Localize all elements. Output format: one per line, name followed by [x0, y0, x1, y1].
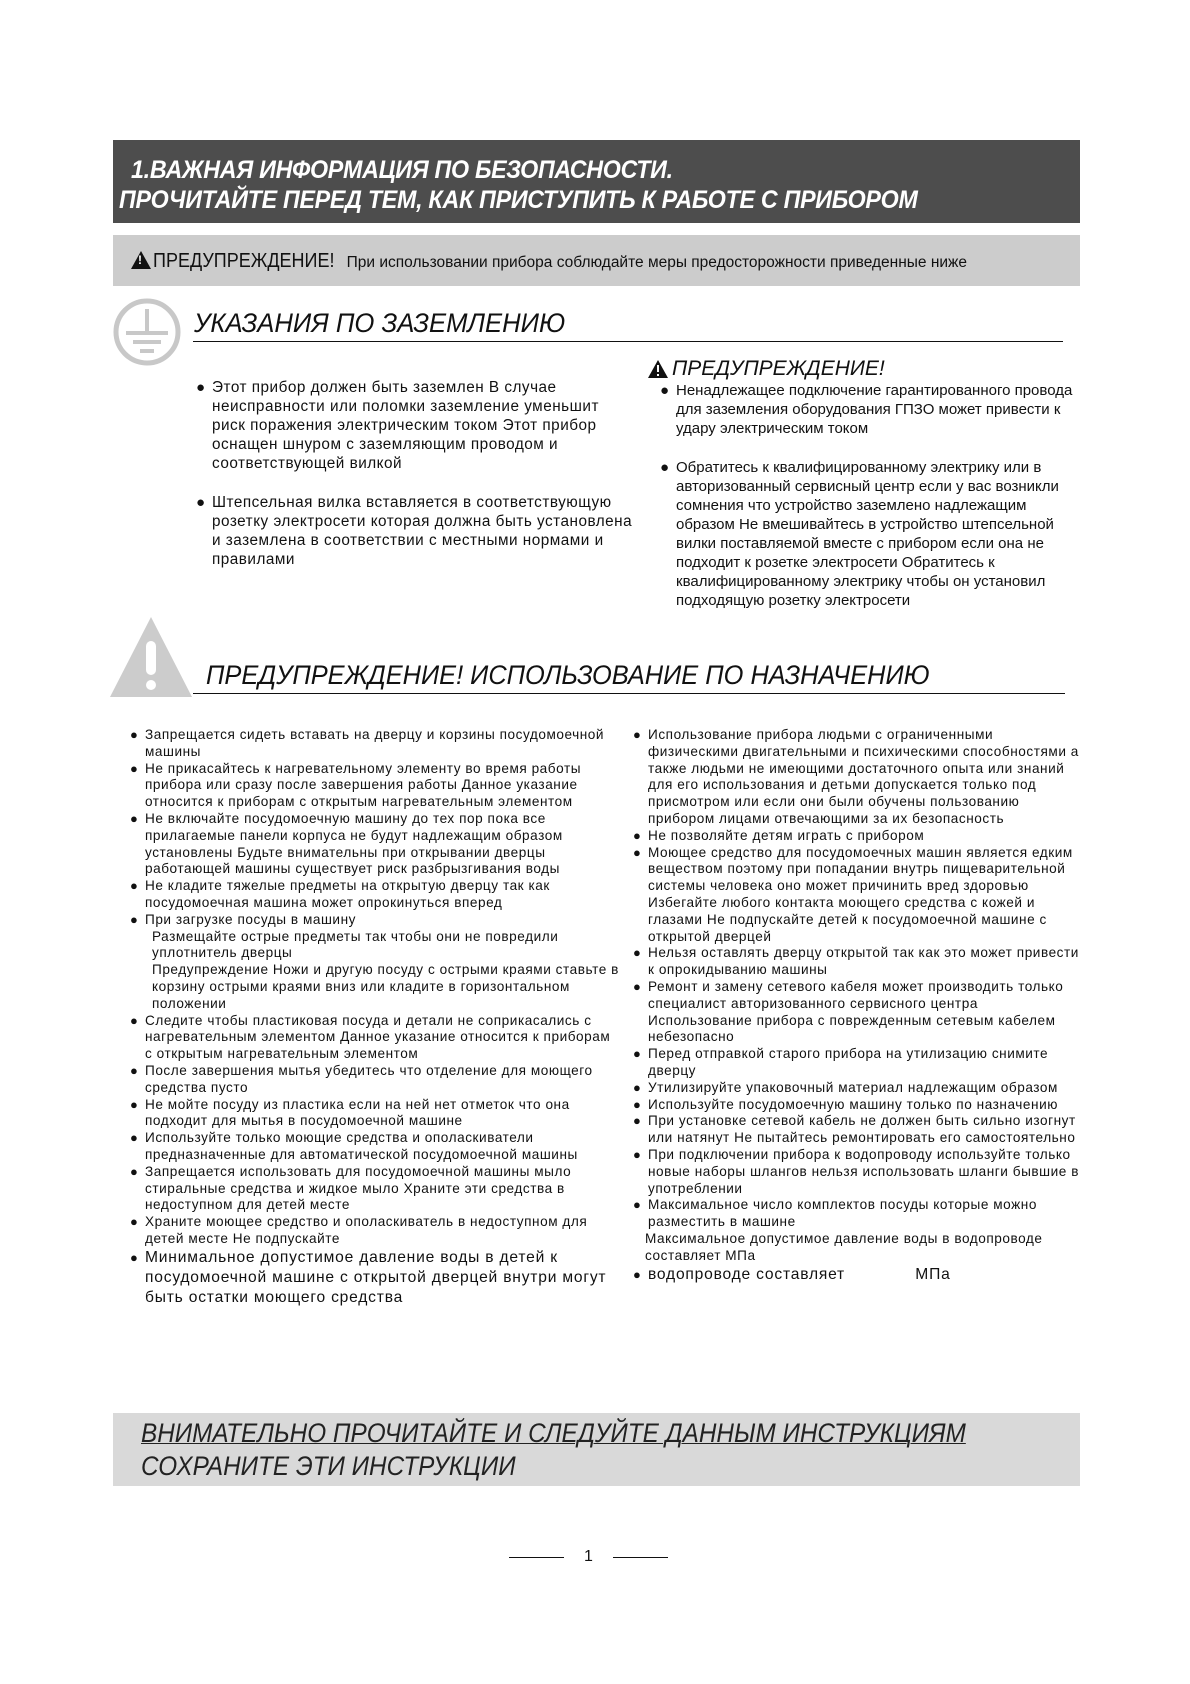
list-item: ● Ремонт и замену сетевого кабеля может производить только специалист авторизованного сервисного центра Использование прибора с поврежденным сетевым кабелем небезопасно [633, 979, 1083, 1046]
page-number-value: 1 [584, 1548, 593, 1565]
list-item: ● Максимальное число комплектов посуды которые можно разместить в машине [633, 1197, 1083, 1231]
list-item: ● Не кладите тяжелые предметы на открытую дверцу так как посудомоечная машина может опрокинуться вперед [130, 878, 620, 912]
list-item: ● Следите чтобы пластиковая посуда и детали не соприкасались с нагревательным элементом Данное указание относится к приборам с открытым нагревательным элементом [130, 1013, 620, 1063]
grounding-warning-title: ПРЕДУПРЕЖДЕНИЕ! [672, 357, 885, 380]
instructions-line-1: ВНИМАТЕЛЬНО ПРОЧИТАЙТЕ И СЛЕДУЙТЕ ДАННЫМ ИНСТРУКЦИЯМ [141, 1418, 966, 1448]
list-item: ● Моющее средство для посудомоечных машин является едким веществом поэтому при попадании внутрь пищеварительной системы человека оно может причинить вред здоровью Избегайте любого контакта моющего средства с кожей и глазами Не подпускайте детей к посудомоечной машине с открытой дверцей [633, 845, 1083, 946]
warning-triangle-icon [131, 251, 151, 269]
intended-use-right-list [633, 727, 1083, 1285]
title-banner [113, 140, 1080, 223]
list-item: ● Запрещается использовать для посудомоечной машины мыло стиральные средства и жидкое мыло Храните эти средства в недоступном для детей месте [130, 1164, 620, 1214]
page-number [509, 1548, 668, 1566]
list-item: ● Используйте только моющие средства и ополаскиватели предназначенные для автоматической посудомоечной машины [130, 1130, 620, 1164]
list-item [633, 1265, 1083, 1285]
instructions-banner [113, 1413, 1080, 1486]
list-item: ● Храните моющее средство и ополаскиватель в недоступном для детей месте Не подпускайте [130, 1214, 620, 1248]
pressure-line-text: водопроводе составляет [648, 1265, 845, 1283]
list-item: ● Минимальное допустимое давление воды в детей к посудомоечной машине с открытой дверцей внутри могут быть остатки моющего средства [130, 1248, 620, 1308]
grounding-warning-list [660, 381, 1080, 630]
intended-use-heading: ПРЕДУПРЕЖДЕНИЕ! ИСПОЛЬЗОВАНИЕ ПО НАЗНАЧЕНИЮ [206, 660, 930, 690]
list-item: ● Не прикасайтесь к нагревательному элементу во время работы прибора или сразу после завершения работы Данное указание относится к приборам с открытым нагревательным элементом [130, 761, 620, 811]
list-item: ● При подключении прибора к водопроводу используйте только новые наборы шлангов нельзя использовать шланги бывшие в употреблении [633, 1147, 1083, 1197]
list-item: ● Использование прибора людьми с ограниченными физическими двигательными и психическими способностями а также людьми не имеющими достаточного опыта или знаний для его использования и детьми допускается только под присмотром или если они были обучены пользованию прибором лицами отвечающими за их безопасность [633, 727, 1083, 828]
list-subitem: Размещайте острые предметы так чтобы они не повредили уплотнитель дверцы [152, 928, 559, 961]
intended-use-heading-rule [193, 693, 1065, 694]
page-dash-left [509, 1557, 564, 1558]
list-item: ● Этот прибор должен быть заземлен В случае неисправности или поломки заземление уменьшит риск поражения электрическим током Этот прибор оснащен шнуром с заземляющим проводом и соответствующей вилкой [196, 378, 636, 473]
list-item: ● При установке сетевой кабель не должен быть сильно изогнут или натянут Не пытайтесь ремонтировать его самостоятельно [633, 1113, 1083, 1147]
list-subitem: Предупреждение Ножи и другую посуду с острыми краями ставьте в корзину острыми краями вниз или кладите в горизонтальном положении [152, 962, 619, 1011]
ground-symbol-icon [112, 297, 182, 367]
warning-banner [113, 235, 1080, 286]
list-item: ● Утилизируйте упаковочный материал надлежащим образом [633, 1080, 1083, 1097]
grounding-heading: УКАЗАНИЯ ПО ЗАЗЕМЛЕНИЮ [194, 308, 566, 338]
pressure-note: Максимальное допустимое давление воды в водопроводе составляет МПа [645, 1230, 1043, 1263]
list-item: ● Не включайте посудомоечную машину до тех пор пока все прилагаемые панели корпуса не будут надлежащим образом установлены Будьте внимательны при открывании дверцы работающей машины существует риск разбрызгивания воды [130, 811, 620, 878]
title-line-2: ПРОЧИТАЙТЕ ПЕРЕД ТЕМ, КАК ПРИСТУПИТЬ К РАБОТЕ С ПРИБОРОМ [119, 186, 918, 214]
warning-exclamation-icon [110, 617, 192, 697]
title-line-1: 1.ВАЖНАЯ ИНФОРМАЦИЯ ПО БЕЗОПАСНОСТИ. [131, 156, 673, 184]
list-item: ● Ненадлежащее подключение гарантированного провода для заземления оборудования ГПЗО может привести к удару электрическим током [660, 381, 1080, 438]
list-item: ● Перед отправкой старого прибора на утилизацию снимите дверцу [633, 1046, 1083, 1080]
page-dash-right [613, 1557, 668, 1558]
warning-title: ПРЕДУПРЕЖДЕНИЕ! [153, 250, 335, 272]
grounding-heading-rule [193, 341, 1063, 342]
grounding-warning-header [648, 357, 885, 381]
instructions-line-2: СОХРАНИТЕ ЭТИ ИНСТРУКЦИИ [141, 1451, 516, 1481]
list-item: ● После завершения мытья убедитесь что отделение для моющего средства пусто [130, 1063, 620, 1097]
intended-use-left-list [130, 727, 620, 1308]
list-item: ● При загрузке посуды в машину [130, 912, 620, 929]
pressure-unit: МПа [915, 1265, 951, 1283]
list-item: ● Штепсельная вилка вставляется в соответствующую розетку электросети которая должна быть установлена и заземлена в соответствии с местными нормами и правилами [196, 493, 636, 569]
warning-text: При использовании прибора соблюдайте меры предосторожности приведенные ниже [346, 254, 968, 271]
list-item: ● Обратитесь к квалифицированному электрику или в авторизованный сервисный центр если у вас возникли сомнения что устройство заземлено надлежащим образом Не вмешивайтесь в устройство штепсельной вилки поставляемой вместе с прибором если она не подходит к розетке электросети Обратитесь к квалифицированному электрику чтобы он установил подходящую розетку электросети [660, 458, 1080, 610]
list-item: ● Не мойте посуду из пластика если на ней нет отметок что она подходит для мытья в посудомоечной машине [130, 1097, 620, 1131]
list-item: ● Запрещается сидеть вставать на дверцу и корзины посудомоечной машины [130, 727, 620, 761]
warning-triangle-icon [648, 360, 668, 378]
list-item: ● Нельзя оставлять дверцу открытой так как это может привести к опрокидыванию машины [633, 945, 1083, 979]
list-item: ● Используйте посудомоечную машину только по назначению [633, 1097, 1083, 1114]
grounding-list [196, 378, 636, 589]
list-item: ● Не позволяйте детям играть с прибором [633, 828, 1083, 845]
